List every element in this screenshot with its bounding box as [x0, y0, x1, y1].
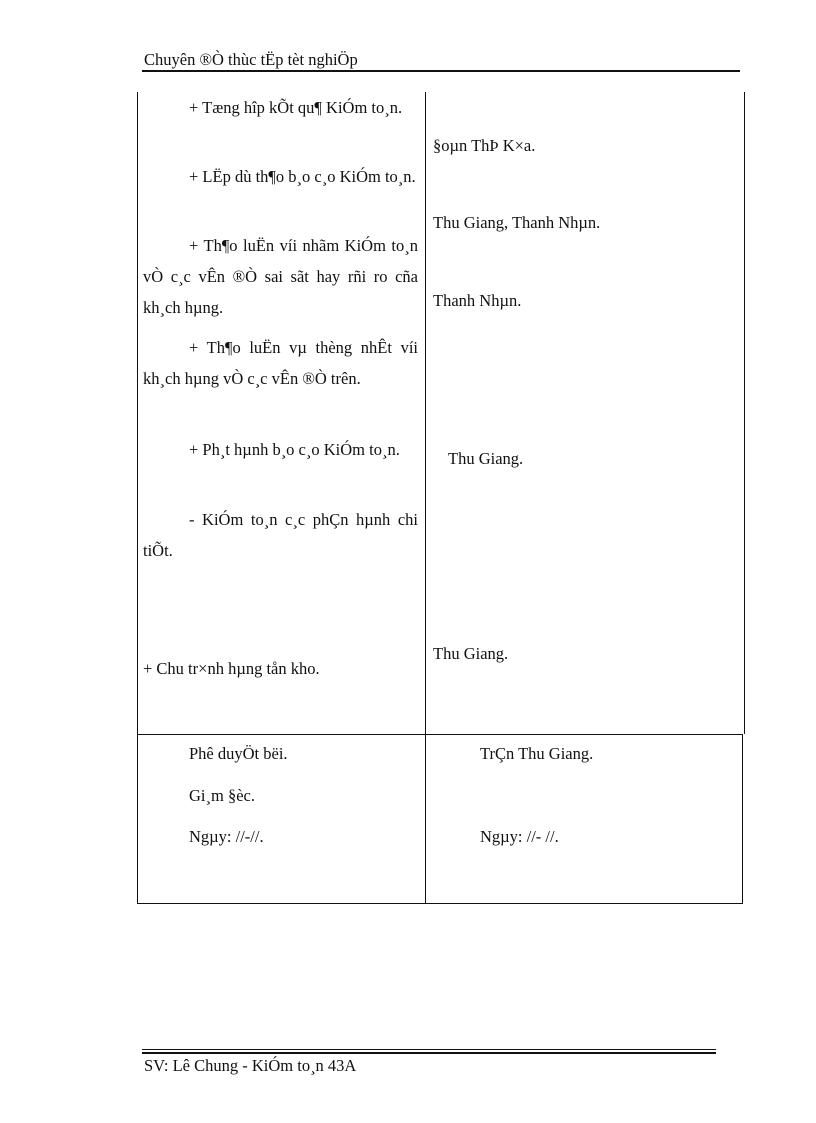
assignee-3: Thanh Nhµn. — [433, 291, 522, 310]
task-item-detail-audit: - KiÓm to¸n c¸c phÇn hµnh chi tiÕt. — [143, 510, 418, 560]
approval-date-right: Ngµy: //- //. — [480, 827, 559, 846]
page-footer: SV: Lê Chung - KiÓm to¸n 43A — [144, 1056, 357, 1075]
preparer-name: TrÇn Thu Giang. — [480, 744, 594, 763]
task-item-summarize: + Tæng hîp kÕt qu¶ KiÓm to¸n. — [189, 98, 403, 117]
page-header-title: Chuyên ®Ò thùc tËp tèt nghiÖp — [144, 50, 358, 69]
director-label: Gi¸m §èc. — [189, 786, 255, 805]
assignee-4: Thu Giang. — [448, 449, 524, 468]
approval-date-left: Ngµy: //-//. — [189, 827, 264, 846]
assignee-2: Thu Giang, Thanh Nhµn. — [433, 213, 601, 232]
task-item-discuss-team: + Th¶o luËn víi nhãm KiÓm to¸n vÒ c¸c vÊn ®Ò sai sãt hay rñi ro cña kh¸ch hµng. — [143, 236, 418, 317]
approved-by-label: Phê duyÖt bëi. — [189, 744, 288, 763]
task-item-discuss-client: + Th¶o luËn vµ thèng nhÊt víi kh¸ch hµng vÒ c¸c vÊn ®Ò trên. — [143, 338, 418, 388]
task-item-inventory-cycle: + Chu tr×nh hµng tån kho. — [143, 659, 320, 678]
assignee-5: Thu Giang. — [433, 644, 509, 663]
footer-rule — [142, 1049, 716, 1050]
footer-rule-thick — [142, 1052, 716, 1054]
header-rule — [142, 70, 740, 72]
assignee-1: §oµn ThÞ K×a. — [433, 136, 536, 155]
task-item-issue-report: + Ph¸t hµnh b¸o c¸o KiÓm to¸n. — [189, 440, 400, 459]
task-item-draft-report: + LËp dù th¶o b¸o c¸o KiÓm to¸n. — [189, 167, 416, 186]
